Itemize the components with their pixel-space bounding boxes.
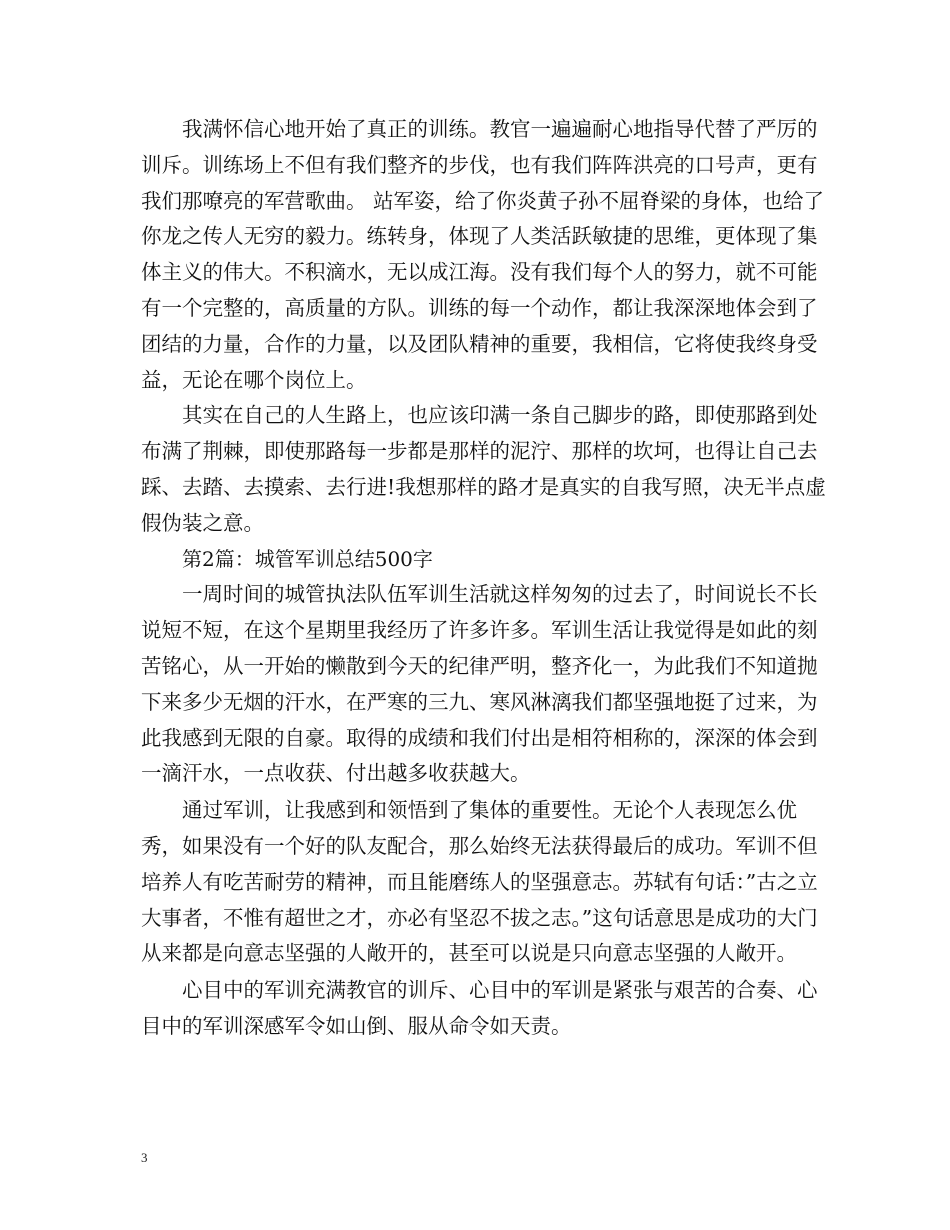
paragraph-training: 我满怀信心地开始了真正的训练。教官一遍遍耐心地指导代替了严厉的训斥。训练场上不但有我们整齐的步伐，也有我们阵阵洪亮的口号声，更有我们那嘹亮的军营歌曲。 站军姿，给了你炎黄子孙不屈脊梁的身体，也给了你龙之传人无穷的毅力。练转身，体现了人类活跃敏捷的思维，更体现了集体主义的伟大。不积滴水，无以成江海。没有我们每个人的努力，就不可能有一个完整的，高质量的方队。训练的每一个动作，都让我深深地体会到了团结的力量，合作的力量，以及团队精神的重要，我相信，它将使我终身受益，无论在哪个岗位上。 <box>141 117 825 392</box>
paragraph-impression: 心目中的军训充满教官的训斥、心目中的军训是紧张与艰苦的合奏、心目中的军训深感军令如山倒、服从命令如天责。 <box>141 978 818 1038</box>
paragraph-collective: 通过军训，让我感到和领悟到了集体的重要性。无论个人表现怎么优秀，如果没有一个好的队友配合，那么始终无法获得最后的成功。军训不但培养人有吃苦耐劳的精神，而且能磨练人的坚强意志。苏轼有句话：”古之立大事者，不惟有超世之才，亦必有坚忍不拔之志。”这句话意思是成功的大门从来都是向意志坚强的人敞开的，甚至可以说是只向意志坚强的人敞开。 <box>141 798 818 966</box>
section-heading: 第2篇：城管军训总结500字 <box>182 546 433 571</box>
paragraph-life-path: 其实在自己的人生路上，也应该印满一条自己脚步的路，即使那路到处布满了荆棘，即使那路每一步都是那样的泥泞、那样的坎坷，也得让自己去踩、去踏、去摸索、去行进!我想那样的路才是真实的自我写照，决无半点虚假伪装之意。 <box>141 403 826 535</box>
document-body <box>141 112 831 1045</box>
paragraph-week-summary: 一周时间的城管执法队伍军训生活就这样匆匆的过去了，时间说长不长说短不短，在这个星期里我经历了许多许多。军训生活让我觉得是如此的刻苦铭心，从一开始的懒散到今天的纪律严明，整齐化一，为此我们不知道抛下来多少无烟的汗水，在严寒的三九、寒风淋漓我们都坚强地挺了过来，为此我感到无限的自豪。取得的成绩和我们付出是相符相称的，深深的体会到一滴汗水，一点收获、付出越多收获越大。 <box>141 582 818 786</box>
page-number: 3 <box>141 1150 148 1165</box>
